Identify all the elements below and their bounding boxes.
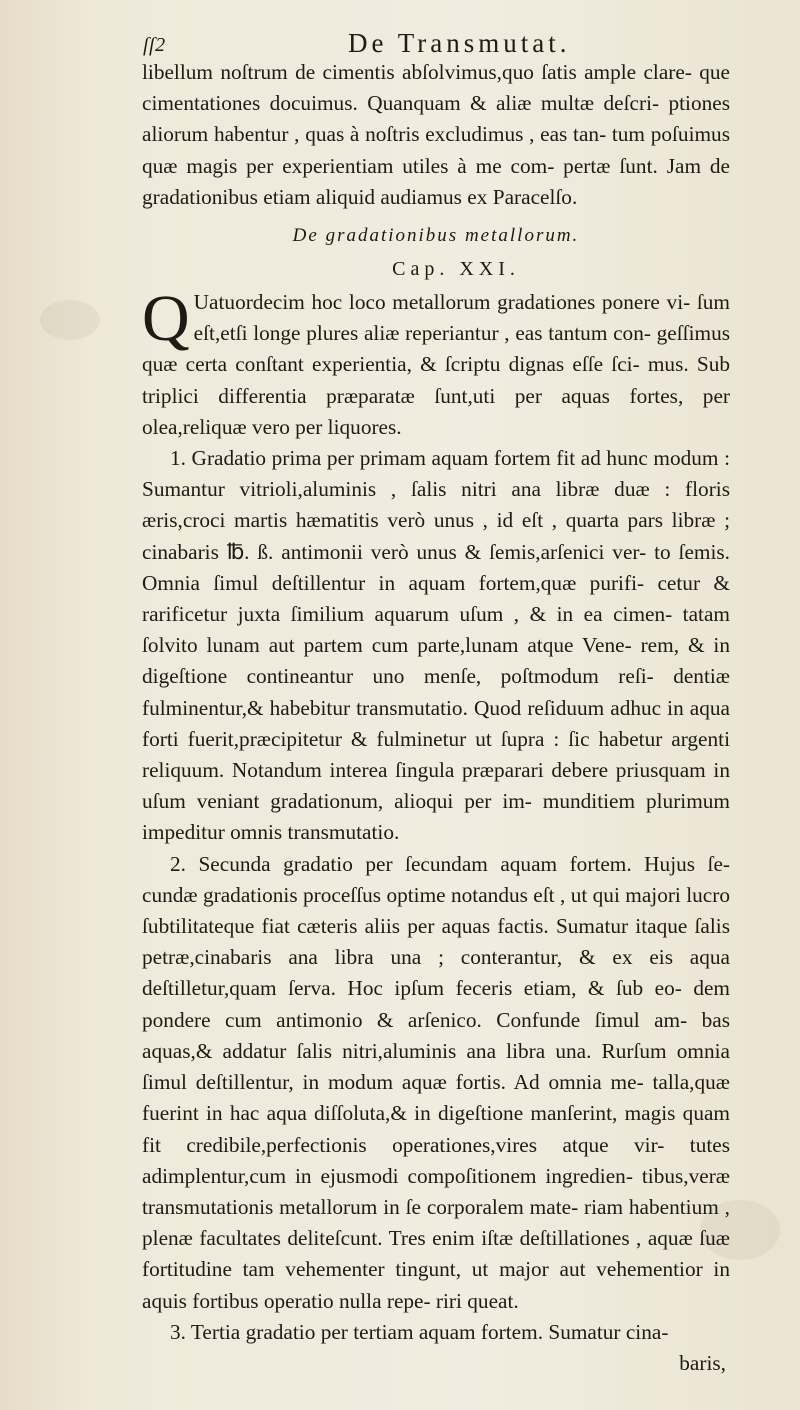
first-paragraph	[142, 282, 730, 443]
paper-stain	[40, 300, 100, 340]
signature-mark: ſſ2	[143, 34, 166, 56]
section-title: De gradationibus metallorum.	[292, 225, 580, 247]
body-text	[142, 57, 730, 1379]
first-paragraph-text: Uatuordecim hoc loco metallorum gradationes ponere vi- ſum eſt,etſi longe plures aliæ reperiantur , eas tantum con- geſſimus quæ certa conſtant experientia, & ſcriptu dignas eſſe ſci- mus. Sub triplici differentia præparatæ ſunt,uti per aquas fortes, per olea,reliquæ vero per liquores.	[142, 290, 730, 439]
drop-initial: Q	[142, 282, 190, 356]
gradatio-1-paragraph: 1. Gradatio prima per primam aquam fortem fit ad hunc modum : Sumantur vitrioli,aluminis , ſalis nitri ana libræ duæ : floris æris,croci martis hæmatitis verò unus , id eſt , quarta pars libræ ; cinabaris ℔. ß. antimonii verò unus & ſemis,arſenici ver- to ſemis. Omnia ſimul deſtillentur in aquam fortem,quæ purifi- cetur & rarificetur juxta ſimilium aquarum uſum , & in ea cimen- tatam ſolvito lunam aut partem cum parte,lunam atque Vene- rem, & in digeſtione contineantur uno menſe, poſtmodum reſi- dentiæ fulminentur,& habebitur transmutatio. Quod reſiduum adhuc in aqua forti fuerit,præcipitetur & fulminetur ut ſupra : ſic habetur argenti reliquum. Notandum interea ſingula præparari debere priusquam in uſum veniant gradationum, alioqui per im- munditiem plurimum impeditur omnis transmutatio.	[142, 446, 730, 845]
running-title: De Transmutat.	[348, 28, 571, 58]
gradatio-2-paragraph: 2. Secunda gradatio per ſecundam aquam fortem. Hujus ſe- cundæ gradationis proceſſus optime notandus eſt , ut qui majori lucro ſubtilitateque fiat cæteris aliis per aquas factis. Sumatur itaque ſalis petræ,cinabaris ana libra una ; conterantur, & ex eis aqua deſtilletur,quam ſerva. Hoc ipſum feceris etiam, & ſub eo- dem pondere cum antimonio & arſenico. Confunde ſimul am- bas aquas,& addatur ſalis nitri,aluminis ana libra una. Rurſum omnia ſimul deſtillentur, in modum aquæ fortis. Ad omnia me- talla,quæ fuerint in hac aqua diſſoluta,& in digeſtione manſerint, magis quam fit credibile,perfectionis operationes,vires atque vir- tutes adimplentur,cum in ejusmodi compoſitionem ingredien- tibus,veræ transmutationis metallorum in ſe corporalem mate- riam habentium , plenæ facultates deliteſcunt. Tres enim iſtæ deſtillationes , aquæ ſuæ fortitudine tam vehementer tingunt, ut major aut vehementior in aquis fortibus operatio nulla repe- riri queat.	[142, 851, 730, 1313]
gradatio-3-paragraph: 3. Tertia gradatio per tertiam aquam fortem. Sumatur cina-	[170, 1319, 669, 1344]
catchword: baris,	[679, 1350, 726, 1375]
chapter-heading: Cap. XXI.	[392, 258, 520, 281]
intro-paragraph: libellum noſtrum de cimentis abſolvimus,quo ſatis ample clare- que cimentationes docuimus. Quanquam & aliæ multæ deſcri- ptiones aliorum habentur , quas à noſtris excludimus , eas tan- tum poſuimus quæ magis per experientiam utiles à me com- pertæ ſunt. Jam de gradationibus etiam aliquid audiamus ex Paracelſo.	[142, 60, 730, 209]
